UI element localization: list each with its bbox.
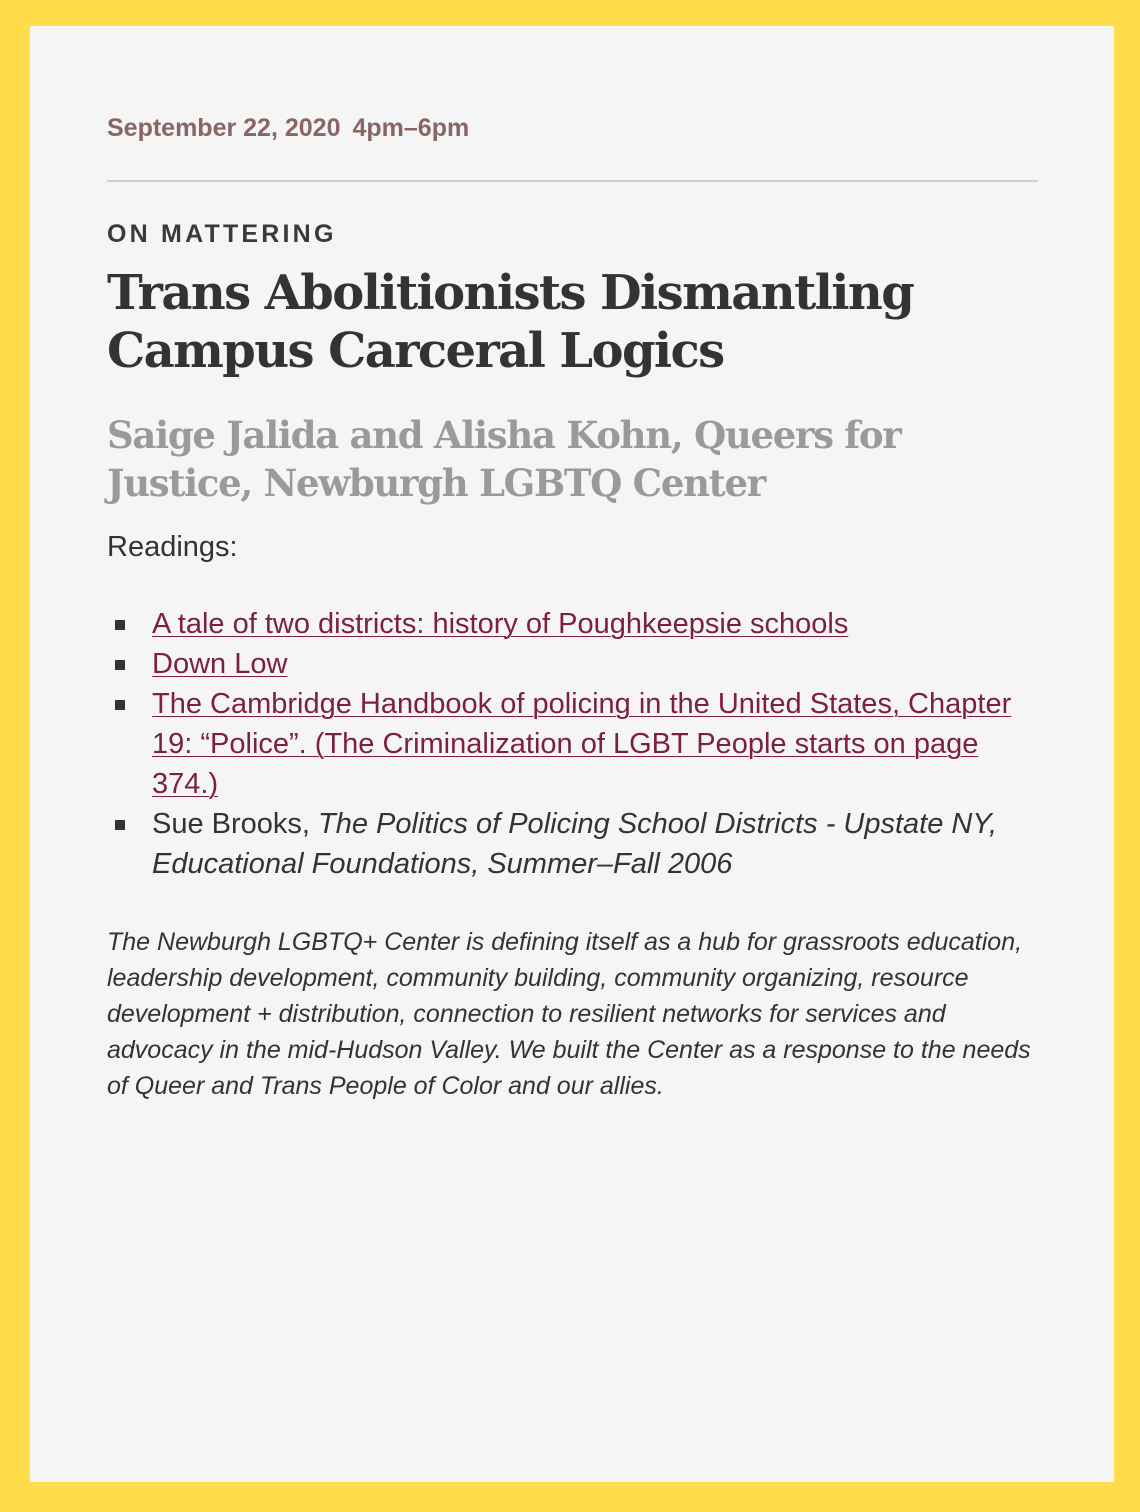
reading-item <box>107 804 1047 884</box>
readings-list <box>107 604 1047 884</box>
reading-link-down-low[interactable]: Down Low <box>152 648 288 680</box>
reading-item <box>107 604 1047 644</box>
square-bullet-icon <box>115 700 125 710</box>
reading-author: Sue Brooks, <box>152 808 319 840</box>
reading-work-title: The Politics of Policing School Districts - Upstate NY, Educational Foundations, Summer–Fall 2006 <box>152 808 998 880</box>
readings-label: Readings: <box>107 531 238 563</box>
event-title: Trans Abolitionists Dismantling Campus Carceral Logics <box>107 265 914 379</box>
square-bullet-icon <box>115 820 125 830</box>
center-description: The Newburgh LGBTQ+ Center is defining itself as a hub for grassroots education, leadership development, community building, community organizing, resource development + distribution, connection to resilient networks for services and advocacy in the mid-Hudson Valley. We built the Center as a response to the needs of Queer and Trans People of Color and our allies. <box>107 928 1031 1100</box>
reading-link-poughkeepsie[interactable]: A tale of two districts: history of Poughkeepsie schools <box>152 608 849 640</box>
event-date: September 22, 2020 <box>107 114 341 142</box>
event-time: 4pm–6pm <box>352 114 470 142</box>
series-label: ON MATTERING <box>107 220 337 248</box>
reading-item <box>107 644 1047 684</box>
event-speakers: Saige Jalida and Alisha Kohn, Queers for Justice, Newburgh LGBTQ Center <box>107 413 901 505</box>
square-bullet-icon <box>115 620 125 630</box>
reading-item <box>107 684 1047 804</box>
event-datetime <box>107 114 469 143</box>
event-card <box>30 26 1114 1482</box>
square-bullet-icon <box>115 660 125 670</box>
reading-link-cambridge-handbook[interactable]: The Cambridge Handbook of policing in the United States, Chapter 19: “Police”. (The Criminalization of LGBT People starts on page 374.) <box>152 688 1012 800</box>
divider <box>107 180 1038 182</box>
